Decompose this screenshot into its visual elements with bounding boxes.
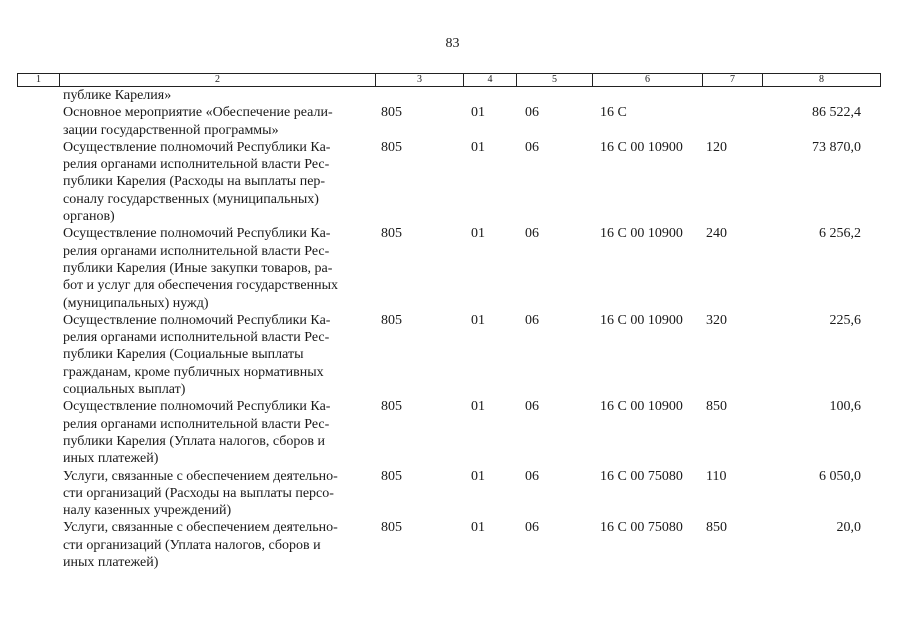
row-pr: 06 — [525, 139, 539, 155]
row-cs: 16 С 00 10900 — [600, 312, 683, 328]
table-row — [0, 468, 905, 520]
row-sum: 225,6 — [829, 312, 861, 328]
row-pr: 06 — [525, 399, 539, 415]
row-cs: 16 С 00 10900 — [600, 139, 683, 155]
row-grbs: 805 — [381, 105, 402, 121]
row-rz: 01 — [471, 468, 485, 484]
row-pr: 06 — [525, 312, 539, 328]
table-row — [0, 225, 905, 311]
row-rz: 01 — [471, 105, 485, 121]
continuation-text: публике Карелия» — [63, 88, 172, 103]
table-row — [0, 312, 905, 398]
row-cs: 16 С 00 75080 — [600, 520, 683, 536]
row-name: Осуществление полномочий Республики Ка- релия органами исполнительной власти Рес- публики Карелия (Расходы на выплаты пер- соналу государственных (муниципальных) органов) — [63, 139, 331, 225]
row-rz: 01 — [471, 139, 485, 155]
row-pr: 06 — [525, 468, 539, 484]
row-sum: 100,6 — [829, 399, 861, 415]
row-grbs: 805 — [381, 312, 402, 328]
header-col-8: 8 — [819, 74, 824, 85]
row-sum: 73 870,0 — [812, 139, 861, 155]
row-name: Основное мероприятие «Обеспечение реали- зации государственной программы» — [63, 105, 333, 138]
table-header — [17, 73, 881, 87]
row-cs: 16 С — [600, 105, 627, 121]
row-cs: 16 С 00 10900 — [600, 399, 683, 415]
row-vr: 240 — [706, 226, 727, 242]
row-name: Осуществление полномочий Республики Ка- релия органами исполнительной власти Рес- публики Карелия (Социальные выплаты гражданам, кроме публичных нормативных социальных выплат) — [63, 312, 331, 398]
row-cs: 16 С 00 75080 — [600, 468, 683, 484]
row-pr: 06 — [525, 105, 539, 121]
table-row — [0, 104, 905, 139]
row-pr: 06 — [525, 226, 539, 242]
row-sum: 86 522,4 — [812, 105, 861, 121]
row-sum: 6 050,0 — [819, 468, 861, 484]
header-col-1: 1 — [18, 74, 60, 86]
table-row — [0, 398, 905, 467]
row-rz: 01 — [471, 226, 485, 242]
row-name: Услуги, связанные с обеспечением деятельно- сти организаций (Уплата налогов, сборов и иных платежей) — [63, 520, 338, 571]
row-vr: 110 — [706, 468, 727, 484]
row-vr: 320 — [706, 312, 727, 328]
row-grbs: 805 — [381, 139, 402, 155]
table-row — [0, 139, 905, 225]
header-col-7: 7 — [703, 74, 763, 86]
continuation-row — [0, 87, 905, 104]
row-grbs: 805 — [381, 399, 402, 415]
table-row — [0, 519, 905, 571]
row-vr: 850 — [706, 520, 727, 536]
row-rz: 01 — [471, 520, 485, 536]
row-sum: 20,0 — [836, 520, 861, 536]
row-cs: 16 С 00 10900 — [600, 226, 683, 242]
row-name: Осуществление полномочий Республики Ка- релия органами исполнительной власти Рес- публики Карелия (Иные закупки товаров, ра- бот и услуг для обеспечения государственных (муниципальных) нужд) — [63, 226, 338, 311]
page-number: 83 — [445, 36, 460, 51]
header-col-2: 2 — [60, 74, 376, 86]
row-vr: 120 — [706, 139, 727, 155]
row-sum: 6 256,2 — [819, 226, 861, 242]
row-vr: 850 — [706, 399, 727, 415]
header-col-4: 4 — [464, 74, 517, 86]
row-grbs: 805 — [381, 468, 402, 484]
row-name: Услуги, связанные с обеспечением деятельно- сти организаций (Расходы на выплаты персо- налу казенных учреждений) — [63, 468, 338, 519]
row-grbs: 805 — [381, 520, 402, 536]
row-rz: 01 — [471, 312, 485, 328]
row-name: Осуществление полномочий Республики Ка- релия органами исполнительной власти Рес- публики Карелия (Уплата налогов, сборов и иных платежей) — [63, 399, 331, 467]
table-body — [0, 87, 905, 571]
header-col-3: 3 — [376, 74, 464, 86]
header-col-6: 6 — [593, 74, 703, 86]
row-rz: 01 — [471, 399, 485, 415]
header-col-5: 5 — [517, 74, 593, 86]
row-grbs: 805 — [381, 226, 402, 242]
row-pr: 06 — [525, 520, 539, 536]
